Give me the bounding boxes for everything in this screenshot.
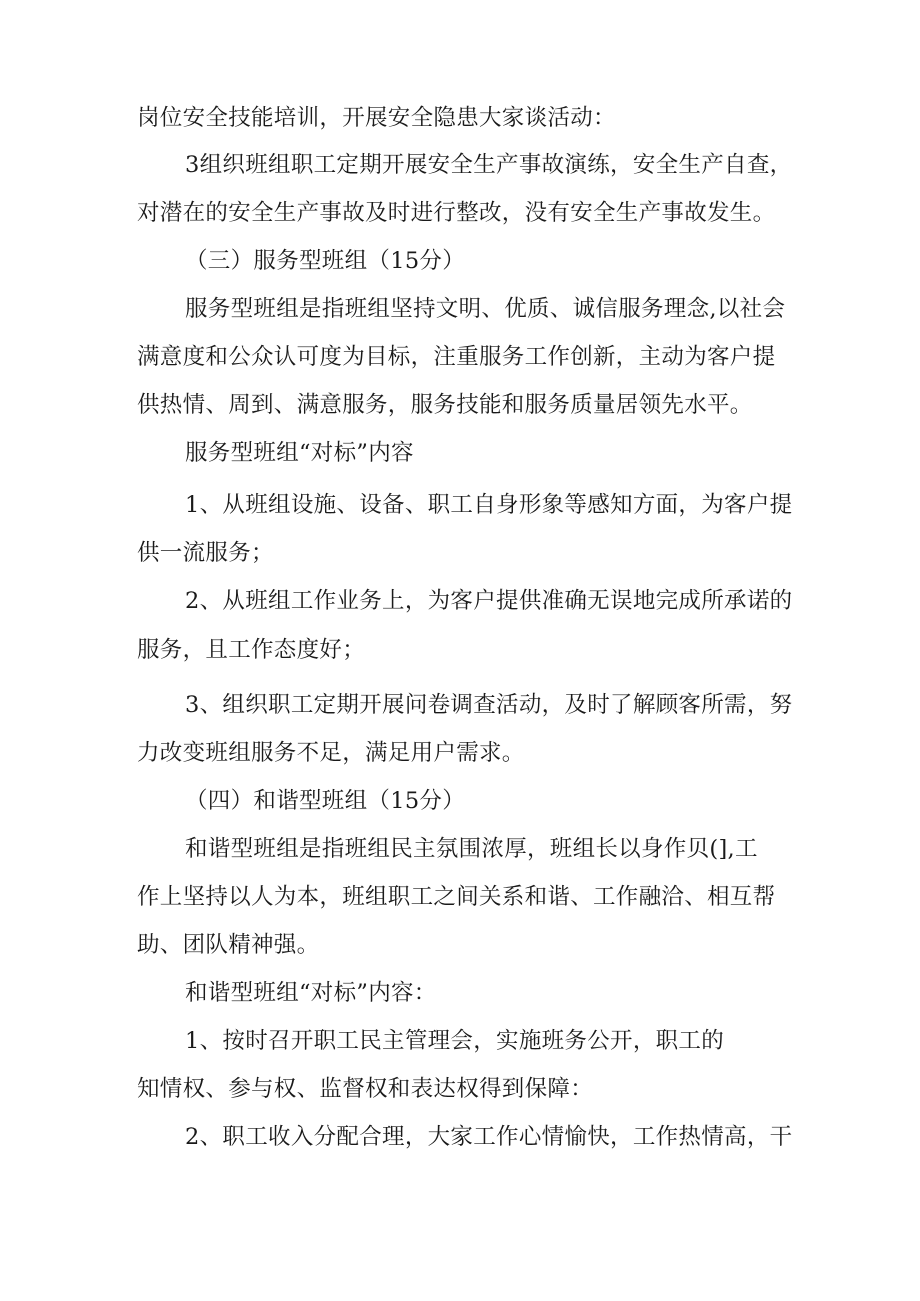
text-line: 供一流服务； bbox=[137, 540, 274, 566]
text-line: 助、团队精神强。 bbox=[137, 932, 320, 958]
subheading-service-benchmark: 服务型班组“对标”内容 bbox=[185, 440, 414, 466]
text-line: 满意度和公众认可度为目标，注重服务工作创新，主动为客户提 bbox=[137, 344, 776, 370]
text-line: 2、职工收入分配合理，大家工作心情愉快，工作热情高，干 bbox=[185, 1124, 793, 1150]
section-heading-service: （三）服务型班组（15分） bbox=[185, 248, 466, 274]
text-line: 服务，且工作态度好； bbox=[137, 637, 366, 663]
text-line: 作上坚持以人为本，班组职工之间关系和谐、工作融洽、相互帮 bbox=[137, 884, 776, 910]
text-line: 和谐型班组是指班组民主氛围浓厚，班组长以身作贝(],工 bbox=[185, 836, 758, 862]
section-heading-harmony: （四）和谐型班组（15分） bbox=[185, 788, 466, 814]
text-line: 力改变班组服务不足，满足用户需求。 bbox=[137, 740, 525, 766]
text-line: 1、按时召开职工民主管理会，实施班务公开，职工的 bbox=[185, 1028, 725, 1054]
text-line: 供热情、周到、满意服务，服务技能和服务质量居领先水平。 bbox=[137, 392, 753, 418]
text-line: 岗位安全技能培训，开展安全隐患大家谈活动： bbox=[137, 105, 616, 131]
text-line: 对潜在的安全生产事故及时进行整改，没有安全生产事故发生。 bbox=[137, 200, 776, 226]
text-line: 2、从班组工作业务上，为客户提供准确无误地完成所承诺的 bbox=[185, 588, 793, 614]
text-line: 知情权、参与权、监督权和表达权得到保障： bbox=[137, 1076, 594, 1102]
text-line: 3组织班组职工定期开展安全生产事故演练，安全生产自查， bbox=[185, 152, 793, 178]
text-line: 3、组织职工定期开展问卷调查活动，及时了解顾客所需，努 bbox=[185, 692, 793, 718]
text-line: 服务型班组是指班组坚持文明、优质、诚信服务理念,以社会 bbox=[185, 296, 786, 322]
subheading-harmony-benchmark: 和谐型班组“对标”内容： bbox=[185, 980, 437, 1006]
text-line: 1、从班组设施、设备、职工自身形象等感知方面，为客户提 bbox=[185, 492, 793, 518]
